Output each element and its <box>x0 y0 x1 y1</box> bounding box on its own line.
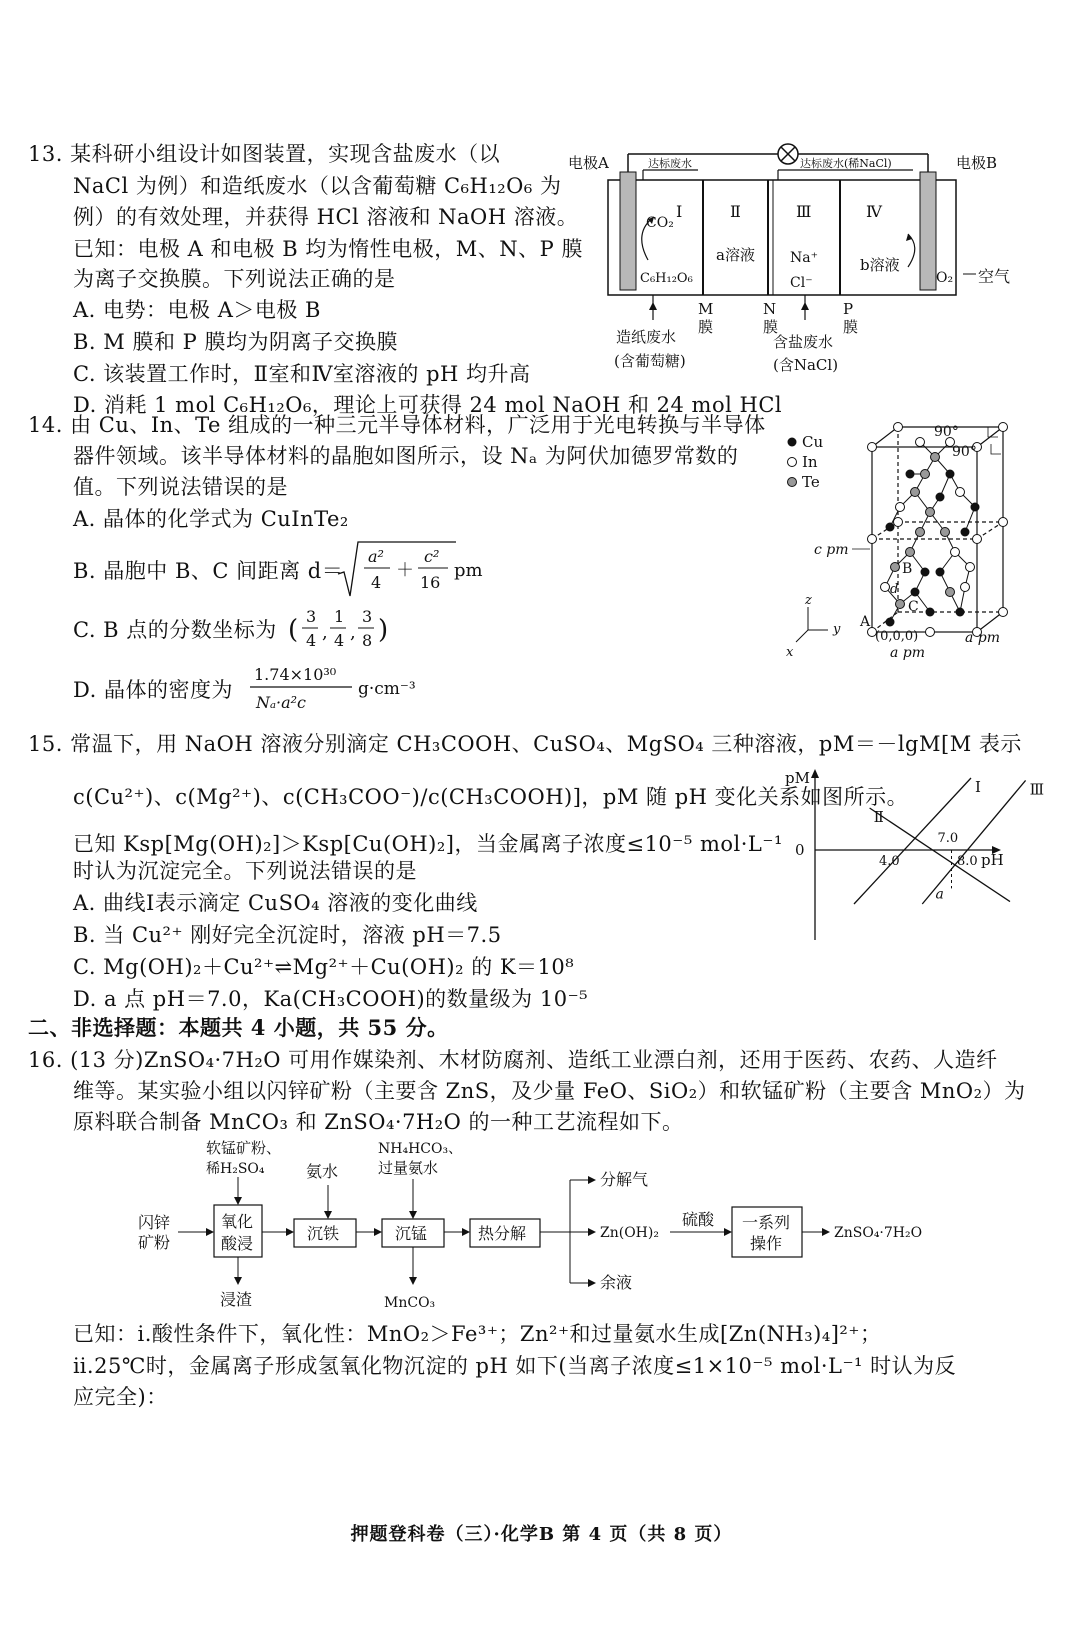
label-electrode-b: 电极B <box>956 154 998 172</box>
flow-reagent1-1: 软锰矿粉、 <box>206 1139 282 1157</box>
label-membrane-m: M <box>698 300 714 318</box>
q13-cell-figure <box>568 142 1078 377</box>
svg-text:1: 1 <box>334 607 345 626</box>
density-numerator: 1.74×10³⁰ <box>254 665 337 684</box>
q16-stem-line-3: 原料联合制备 MnCO₃ 和 ZnSO₄·7H₂O 的一种工艺流程如下。 <box>73 1110 684 1134</box>
flow-reagent2: 氨水 <box>306 1162 339 1181</box>
legend-in: In <box>802 453 818 471</box>
label-a-pm-right: a pm <box>965 630 1001 646</box>
label-point-c: C <box>908 599 919 615</box>
series-label-1: Ⅰ <box>975 778 981 796</box>
label-c-pm: c pm <box>814 542 849 558</box>
svg-text:4: 4 <box>306 631 317 650</box>
label-room-1: Ⅰ <box>676 202 683 221</box>
flow-gas: 分解气 <box>600 1170 649 1189</box>
flow-reagent3-2: 过量氨水 <box>378 1159 439 1177</box>
label-room-4: Ⅳ <box>866 202 882 221</box>
label-a-pm-bottom: a pm <box>890 645 926 661</box>
denominator-2: 16 <box>420 573 441 592</box>
q16-flow-chart <box>130 1135 960 1315</box>
angle-2: 90° <box>952 444 977 460</box>
q16-stem-line-2: 维等。某实验小组以闪锌矿粉（主要含 ZnS，及少量 FeO、SiO₂）和软锰矿粉（主要含 MnO₂）为 <box>73 1079 1026 1103</box>
label-origin: (0,0,0) <box>875 629 919 644</box>
denominator-1: 4 <box>371 573 382 592</box>
q14-stem-line-3: 值。下列说法错误的是 <box>73 475 288 499</box>
q13-option-c: C. 该装置工作时，Ⅱ室和Ⅳ室溶液的 pH 均升高 <box>73 362 531 386</box>
q16-stem-line-1: 16. (13 分)ZnSO₄·7H₂O 可用作媒染剂、木材防腐剂、造纸工业漂白剂，还用于医药、农药、人造纤 <box>28 1048 998 1072</box>
q16-known-1: 已知：ⅰ.酸性条件下，氧化性：MnO₂＞Fe³⁺；Zn²⁺和过量氨水生成[Zn(NH₃)₄]²⁺； <box>73 1322 882 1346</box>
flow-step-1-a: 氧化 <box>221 1212 254 1231</box>
svg-text:＋: ＋ <box>396 560 414 581</box>
label-room-2: Ⅱ <box>730 202 741 221</box>
svg-text:,: , <box>350 622 356 643</box>
q14-option-a: A. 晶体的化学式为 CuInTe₂ <box>73 507 349 531</box>
x-axis-label: pH <box>981 851 1004 869</box>
label-inlet-right-2: (含NaCl) <box>773 356 839 374</box>
electrode-b <box>920 172 936 290</box>
svg-text:,: , <box>322 622 328 643</box>
q13-option-a: A. 电势：电极 A＞电极 B <box>73 298 321 322</box>
flow-step-1-b: 酸浸 <box>221 1234 254 1253</box>
flow-input-1: 闪锌 <box>138 1213 171 1232</box>
flow-zn-oh: Zn(OH)₂ <box>600 1225 659 1241</box>
label-o2: O₂ <box>936 270 954 286</box>
q13-option-b: B. M 膜和 P 膜均为阴离子交换膜 <box>73 330 398 354</box>
q16-known-2: ⅱ.25℃时，金属离子形成氢氧化物沉淀的 pH 如下(当离子浓度≤1×10⁻⁵ mol·L⁻¹ 时认为反 <box>73 1354 957 1378</box>
label-b-solution: b溶液 <box>860 256 900 274</box>
axis-x: x <box>786 645 794 660</box>
label-a-solution: a溶液 <box>716 246 755 264</box>
flow-step-2: 沉铁 <box>307 1224 340 1243</box>
flow-step-4: 热分解 <box>478 1224 527 1243</box>
label-inlet-left-2: (含葡萄糖) <box>614 352 686 370</box>
legend-cu: Cu <box>802 433 824 451</box>
flow-reagent1-2: 稀H₂SO₄ <box>206 1161 265 1177</box>
q13-option-d: D. 消耗 1 mol C₆H₁₂O₆，理论上可获得 24 mol NaOH 和 24 mol HCl <box>73 393 783 417</box>
label-point-b: B <box>902 561 913 577</box>
q16-known-3: 应完全)： <box>73 1385 168 1409</box>
q15-option-c: C. Mg(OH)₂＋Cu²⁺⇌Mg²⁺＋Cu(OH)₂ 的 K＝10⁸ <box>73 955 575 979</box>
q14-option-b-formula <box>336 538 486 600</box>
label-cl-ion: Cl⁻ <box>790 275 813 291</box>
label-inlet-left-1: 造纸废水 <box>616 328 677 346</box>
q14-option-d-formula <box>248 658 458 720</box>
radicand-2: c² <box>424 547 440 566</box>
radicand-1: a² <box>368 547 384 566</box>
label-outlet-left: 达标废水 <box>648 157 692 170</box>
q15-pm-ph-chart <box>785 765 1045 945</box>
series-label-3: Ⅲ <box>1029 780 1045 799</box>
x-tick-4.0: 4.0 <box>879 854 900 869</box>
label-electrode-a: 电极A <box>568 154 609 172</box>
svg-text:8: 8 <box>362 631 373 650</box>
flow-residue: 浸渣 <box>220 1290 253 1309</box>
q13-stem-line-3: 例）的有效处理，并获得 HCl 溶液和 NaOH 溶液。 <box>73 205 579 229</box>
flow-step-5-b: 操作 <box>750 1234 783 1253</box>
x-tick-7.0: 7.0 <box>937 831 959 846</box>
label-membrane-n-word: 膜 <box>763 318 779 336</box>
label-air: 空气 <box>978 267 1011 286</box>
flow-step-3: 沉锰 <box>395 1224 428 1243</box>
origin-label: 0 <box>795 841 805 859</box>
flow-reagent3-1: NH₄HCO₃、 <box>378 1141 463 1157</box>
x-tick-8.0: 8.0 <box>957 854 978 869</box>
label-d: d <box>890 582 899 597</box>
q14-stem-line-1: 14. 由 Cu、In、Te 组成的一种三元半导体材料，广泛用于光电转换与半导体 <box>28 413 766 437</box>
electrode-a <box>620 172 636 290</box>
legend-te: Te <box>802 473 820 491</box>
label-room-3: Ⅲ <box>796 202 812 221</box>
q15-line-1: 15. 常温下，用 NaOH 溶液分别滴定 CH₃COOH、CuSO₄、MgSO₄ 三种溶液，pM＝－lgM[M 表示 <box>28 732 1022 756</box>
svg-text:4: 4 <box>334 631 345 650</box>
point-a-label: a <box>935 886 944 903</box>
page-footer: 押题登科卷（三）·化学B 第 4 页（共 8 页） <box>350 1524 733 1545</box>
flow-input-2: 矿粉 <box>138 1233 171 1252</box>
q14-stem-line-2: 器件领域。该半导体材料的晶胞如图所示，设 Nₐ 为阿伏加德罗常数的 <box>73 444 739 468</box>
label-point-a: A <box>860 614 871 630</box>
svg-text:): ) <box>378 615 389 645</box>
label-na-ion: Na⁺ <box>790 250 818 266</box>
series-label-2: Ⅱ <box>873 808 884 826</box>
label-outlet-right: 达标废水(稀NaCl) <box>800 157 892 170</box>
label-membrane-m-word: 膜 <box>698 318 714 336</box>
q15-line-4: 时认为沉淀完全。下列说法错误的是 <box>73 859 417 883</box>
label-membrane-p: P <box>843 300 854 318</box>
svg-text:3: 3 <box>362 607 373 626</box>
unit-pm: pm <box>454 560 483 581</box>
q14-option-b-prefix: B. 晶胞中 B、C 间距离 d＝ <box>73 559 344 583</box>
q14-option-d-prefix: D. 晶体的密度为 <box>73 678 233 702</box>
density-denominator: Nₐ·a²c <box>256 693 307 712</box>
angle-1: 90° <box>934 424 959 440</box>
flow-product-mn: MnCO₃ <box>384 1295 436 1311</box>
axis-z: z <box>805 593 812 608</box>
q15-option-b: B. 当 Cu²⁺ 刚好完全沉淀时，溶液 pH＝7.5 <box>73 923 502 947</box>
q13-stem-line-1: 13. 某科研小组设计如图装置，实现含盐废水（以 <box>28 142 501 166</box>
y-axis-label: pM <box>785 769 810 787</box>
density-unit: g·cm⁻³ <box>358 679 416 699</box>
label-glucose: C₆H₁₂O₆ <box>640 271 693 286</box>
flow-acid: 硫酸 <box>682 1210 715 1229</box>
section-2-heading: 二、非选择题：本题共 4 小题，共 55 分。 <box>28 1015 449 1040</box>
label-membrane-p-word: 膜 <box>843 318 859 336</box>
label-inlet-right-1: 含盐废水 <box>773 333 834 351</box>
svg-text:3: 3 <box>306 607 317 626</box>
flow-liquid: 余液 <box>600 1273 633 1292</box>
q13-stem-line-2: NaCl 为例）和造纸废水（以含葡萄糖 C₆H₁₂O₆ 为 <box>73 174 562 198</box>
axis-y: y <box>833 622 841 637</box>
q14-option-c-coords <box>286 600 406 660</box>
q13-stem-line-5: 为离子交换膜。下列说法正确的是 <box>73 267 396 291</box>
flow-final: ZnSO₄·7H₂O <box>834 1225 923 1241</box>
q15-line-3: 已知 Ksp[Mg(OH)₂]＞Ksp[Cu(OH)₂]，当金属离子浓度≤10⁻⁵ mol·L⁻¹ <box>73 832 783 856</box>
q15-option-d: D. a 点 pH＝7.0，Ka(CH₃COOH)的数量级为 10⁻⁵ <box>73 987 589 1011</box>
label-membrane-n: N <box>763 300 777 318</box>
q15-line-2: c(Cu²⁺)、c(Mg²⁺)、c(CH₃COO⁻)/c(CH₃COOH)]，pM 随 pH 变化关系如图所示。 <box>73 785 909 809</box>
q14-option-c-prefix: C. B 点的分数坐标为 <box>73 618 277 642</box>
flow-step-5-a: 一系列 <box>742 1213 791 1232</box>
q14-crystal-figure <box>780 412 1070 662</box>
svg-text:(: ( <box>288 615 299 645</box>
q13-stem-line-4: 已知：电极 A 和电极 B 均为惰性电极，M、N、P 膜 <box>73 237 583 261</box>
q15-option-a: A. 曲线Ⅰ表示滴定 CuSO₄ 溶液的变化曲线 <box>73 891 478 915</box>
label-co2: CO₂ <box>646 215 674 231</box>
